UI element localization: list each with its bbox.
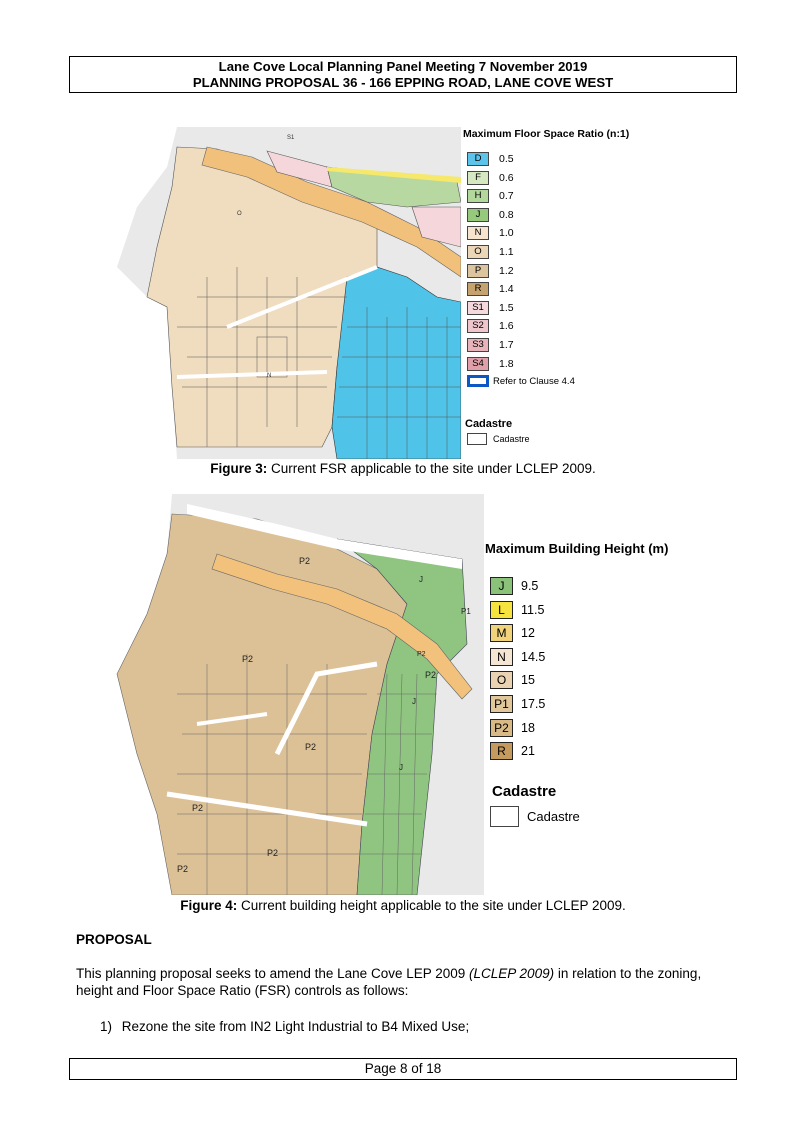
map-label: P2 xyxy=(192,803,204,813)
fsr-legend-row xyxy=(467,244,514,260)
map-label: P2 xyxy=(305,742,317,752)
proposal-title: PLANNING PROPOSAL 36 - 166 EPPING ROAD, LANE COVE WEST xyxy=(192,75,614,90)
fsr-legend-row xyxy=(467,281,514,297)
svg-text:O: O xyxy=(237,211,242,217)
page-footer xyxy=(69,1058,737,1080)
height-cadastre-row xyxy=(490,806,580,827)
height-legend-code: P1 xyxy=(490,695,513,713)
cadastre-label: Cadastre xyxy=(493,434,530,444)
height-legend-row xyxy=(490,743,535,759)
para-italic: (LCLEP 2009) xyxy=(469,966,555,981)
fsr-legend-value: 1.6 xyxy=(499,320,514,333)
fsr-legend-value: 1.8 xyxy=(499,357,514,370)
map-label: P2 xyxy=(267,848,279,858)
fsr-legend-value: 0.8 xyxy=(499,208,514,221)
height-legend-code: J xyxy=(490,577,513,595)
fsr-legend-code: N xyxy=(467,226,489,240)
fsr-legend-code: S2 xyxy=(467,319,489,333)
fsr-legend-row xyxy=(467,151,514,167)
fsr-legend-row xyxy=(467,263,514,279)
fsr-legend-row xyxy=(467,337,514,353)
fsr-legend-row xyxy=(467,170,514,186)
height-legend-row xyxy=(490,625,535,641)
fsr-legend-value: 0.7 xyxy=(499,190,514,203)
figure-3-caption xyxy=(0,461,806,476)
height-legend-code: M xyxy=(490,624,513,642)
fsr-legend-row xyxy=(467,300,514,316)
figure-4-text: Current building height applicable to the site under LCLEP 2009. xyxy=(237,898,626,913)
fsr-legend-code: S4 xyxy=(467,357,489,371)
map-label: P2 xyxy=(417,651,426,658)
para-text-1: This planning proposal seeks to amend the Lane Cove LEP 2009 xyxy=(76,966,470,981)
map-label: J xyxy=(399,763,403,772)
map-label: P2 xyxy=(242,654,254,664)
clause-swatch xyxy=(467,375,489,387)
map-label: P2 xyxy=(425,670,437,680)
list-item xyxy=(100,1019,469,1034)
height-legend-value: 11.5 xyxy=(521,602,545,617)
fsr-legend-row xyxy=(467,225,514,241)
map-label: P1 xyxy=(461,607,471,616)
height-legend-value: 14.5 xyxy=(521,649,546,664)
height-legend-title: Maximum Building Height (m) xyxy=(485,541,669,556)
proposal-heading: PROPOSAL xyxy=(76,932,152,947)
height-legend-row xyxy=(490,602,544,618)
fsr-legend-value: 1.7 xyxy=(499,339,514,351)
clause-label: Refer to Clause 4.4 xyxy=(493,375,575,387)
fsr-legend-code: H xyxy=(467,189,489,203)
para-text-2: in relation to the zoning, height and Floor Space Ratio (FSR) controls as follows: xyxy=(76,966,702,998)
fsr-legend-value: 0.6 xyxy=(499,171,514,184)
height-legend-row xyxy=(490,720,535,736)
height-legend-code: O xyxy=(490,671,513,689)
list-item-number: 1) xyxy=(100,1019,113,1034)
height-legend-value: 9.5 xyxy=(521,579,539,593)
map-label: J xyxy=(412,697,416,706)
clause-legend-row xyxy=(467,373,575,389)
height-legend-value: 21 xyxy=(521,744,535,759)
fsr-legend-row xyxy=(467,318,514,334)
fsr-legend-value: 1.0 xyxy=(499,227,514,240)
fsr-legend-code: D xyxy=(467,152,489,166)
map-label: P2 xyxy=(177,864,189,874)
height-legend-value: 12 xyxy=(521,626,535,641)
map-label: P2 xyxy=(299,556,311,566)
list-item-text: Rezone the site from IN2 Light Industrial to B4 Mixed Use; xyxy=(121,1019,470,1034)
figure-4-map xyxy=(77,494,484,895)
fsr-legend-code: S1 xyxy=(467,301,489,315)
fsr-cadastre-title: Cadastre xyxy=(465,418,513,430)
page-header xyxy=(69,56,737,93)
fsr-legend-code: R xyxy=(467,282,489,296)
fsr-legend-title: Maximum Floor Space Ratio (n:1) xyxy=(463,128,630,140)
height-legend-code: L xyxy=(490,601,513,619)
fsr-legend-value: 1.5 xyxy=(499,301,514,314)
cadastre-swatch xyxy=(467,433,487,445)
height-legend-code: P2 xyxy=(490,719,513,737)
height-legend-value: 18 xyxy=(521,720,535,735)
figure-4-label: Figure 4: xyxy=(180,898,238,913)
height-cadastre-title: Cadastre xyxy=(492,783,557,800)
page-number: Page 8 of 18 xyxy=(364,1061,442,1076)
height-legend-row xyxy=(490,672,535,688)
fsr-legend-code: F xyxy=(467,171,489,185)
cadastre-swatch xyxy=(490,806,519,827)
fsr-legend-code: J xyxy=(467,208,489,222)
height-legend-value: 17.5 xyxy=(521,697,546,711)
fsr-legend-value: 1.2 xyxy=(499,264,514,277)
figure-3-label: Figure 3: xyxy=(210,461,268,476)
svg-text:N: N xyxy=(267,373,272,379)
fsr-cadastre-row xyxy=(467,433,530,445)
map-label: J xyxy=(419,575,423,584)
figure-3-text: Current FSR applicable to the site under LCLEP 2009. xyxy=(267,461,596,476)
fsr-legend-row xyxy=(467,356,514,372)
fsr-legend-row xyxy=(467,207,514,223)
height-legend-row xyxy=(490,649,545,665)
height-legend-code: R xyxy=(490,742,513,760)
height-legend-code: N xyxy=(490,648,513,666)
svg-text:S1: S1 xyxy=(287,135,295,141)
height-legend-row xyxy=(490,578,538,594)
figure-3-map xyxy=(77,127,461,459)
figure-4-caption xyxy=(0,898,806,913)
height-legend-value: 15 xyxy=(521,673,535,688)
meeting-title: Lane Cove Local Planning Panel Meeting 7 November 2019 xyxy=(218,59,588,74)
fsr-legend-code: P xyxy=(467,264,489,278)
fsr-legend-row xyxy=(467,188,514,204)
fsr-legend-value: 1.4 xyxy=(499,283,514,296)
fsr-legend-value: 1.1 xyxy=(499,246,514,258)
cadastre-label: Cadastre xyxy=(527,809,580,824)
height-legend-row xyxy=(490,696,545,712)
fsr-legend-code: O xyxy=(467,245,489,259)
fsr-legend-code: S3 xyxy=(467,338,489,352)
proposal-paragraph xyxy=(76,965,736,999)
fsr-legend-value: 0.5 xyxy=(499,153,514,165)
